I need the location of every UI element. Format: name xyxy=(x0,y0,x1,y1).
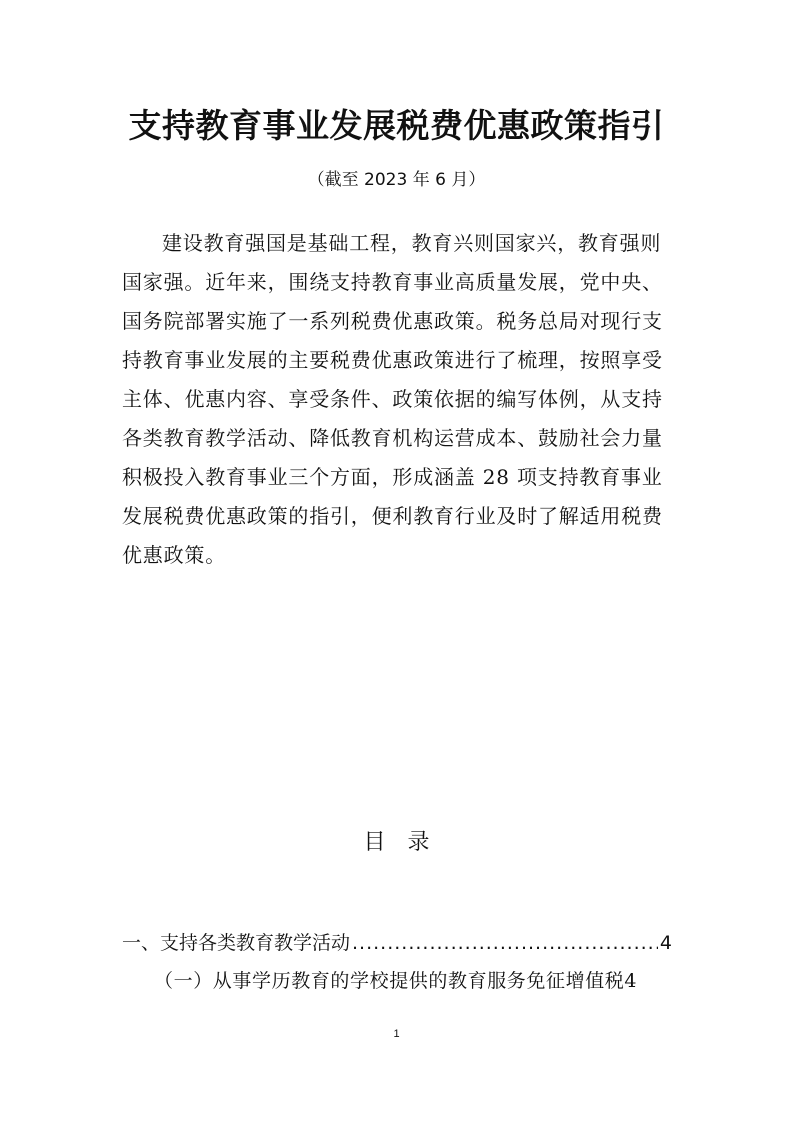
intro-line: 发展税费优惠政策的指引，便利教育行业及时了解适用税费 xyxy=(122,504,663,528)
intro-line: 国家强。近年来，围绕支持教育事业高质量发展，党中央、 xyxy=(122,270,663,294)
intro-paragraph xyxy=(122,224,672,575)
intro-line: 建设教育强国是基础工程，教育兴则国家兴，教育强则 xyxy=(162,231,662,255)
toc-entry-label: （一）从事学历教育的学校提供的教育服务免征增值税 xyxy=(154,970,625,992)
intro-line: 各类教育教学活动、降低教育机构运营成本、鼓励社会力量 xyxy=(122,426,663,450)
toc-dot-leader xyxy=(352,924,658,962)
page-number: 1 xyxy=(393,1028,400,1040)
document-subtitle: （截至 2023 年 6 月） xyxy=(307,170,486,190)
intro-line: 国务院部署实施了一系列税费优惠政策。税务总局对现行支 xyxy=(122,309,663,333)
toc-entry-page: 4 xyxy=(624,970,638,992)
toc-entry[interactable] xyxy=(122,962,672,1000)
intro-line: 优惠政策。 xyxy=(122,543,226,567)
toc-heading: 目 录 xyxy=(363,830,430,855)
table-of-contents xyxy=(122,924,672,1000)
toc-entry-label: 一、支持各类教育教学活动 xyxy=(122,932,351,954)
intro-line: 积极投入教育事业三个方面，形成涵盖 28 项支持教育事业 xyxy=(122,465,663,489)
toc-entry-page: 4 xyxy=(659,932,672,954)
intro-line: 持教育事业发展的主要税费优惠政策进行了梳理，按照享受 xyxy=(122,348,663,372)
intro-line: 主体、优惠内容、享受条件、政策依据的编写体例，从支持 xyxy=(122,387,663,411)
document-title: 支持教育事业发展税费优惠政策指引 xyxy=(128,106,665,145)
toc-entry[interactable] xyxy=(122,924,672,962)
